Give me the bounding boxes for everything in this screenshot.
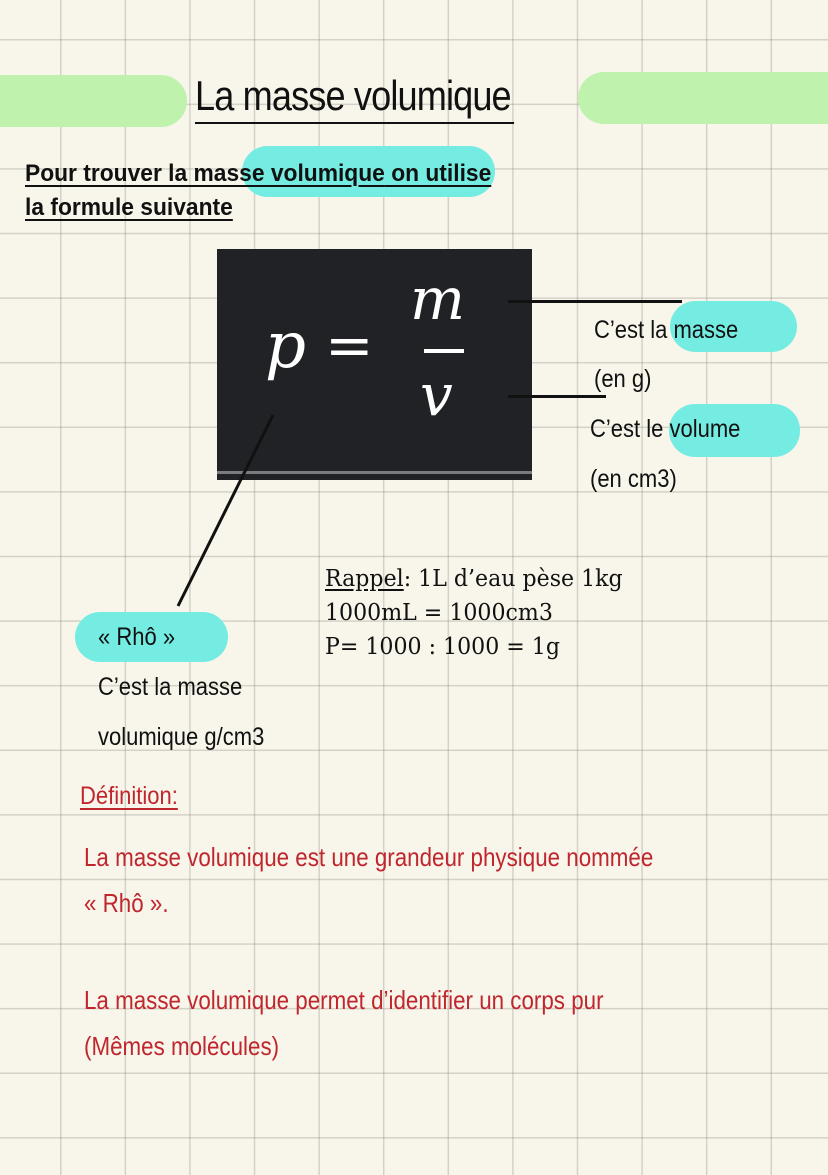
rappel-label: Rappel: [325, 566, 404, 592]
rappel-block: [325, 562, 623, 664]
definition-paragraph-1: La masse volumique est une grandeur physique nommée « Rhô ».: [84, 842, 654, 918]
mass-label-highlight: la masse: [650, 316, 739, 344]
mass-label: C’est la masse: [594, 316, 739, 344]
page-title: La masse volumique: [195, 70, 514, 124]
rappel-line3: P= 1000 : 1000 = 1g: [325, 634, 560, 660]
rho-name: « Rhô »: [98, 623, 176, 651]
rappel-line1: : 1L d’eau pèse 1kg: [403, 566, 623, 592]
rappel-line2: 1000mL = 1000cm3: [325, 600, 553, 626]
intro-line1-highlight: masse volumique: [193, 160, 385, 187]
formula-rho: p: [265, 309, 306, 383]
definition-heading: Définition:: [80, 782, 178, 810]
volume-unit: (en cm3): [590, 465, 677, 493]
intro-line2: la formule suivante: [25, 194, 233, 221]
intro-line1-after: on utilise: [384, 160, 492, 187]
formula-numerator: m: [410, 265, 465, 333]
volume-label-highlight: le volume: [646, 415, 741, 443]
definition-paragraph-2: La masse volumique permet d’identifier un corps pur (Mêmes molécules): [84, 985, 604, 1061]
formula-equals: =: [325, 311, 374, 379]
rho-desc-line1: C’est la masse: [98, 673, 243, 701]
rho-desc-line2: volumique g/cm3: [98, 723, 265, 751]
formula-denominator: v: [420, 361, 453, 429]
mass-unit: (en g): [594, 365, 652, 393]
volume-label: C’est le volume: [590, 415, 741, 443]
intro-line1-before: Pour trouver la: [25, 160, 194, 187]
